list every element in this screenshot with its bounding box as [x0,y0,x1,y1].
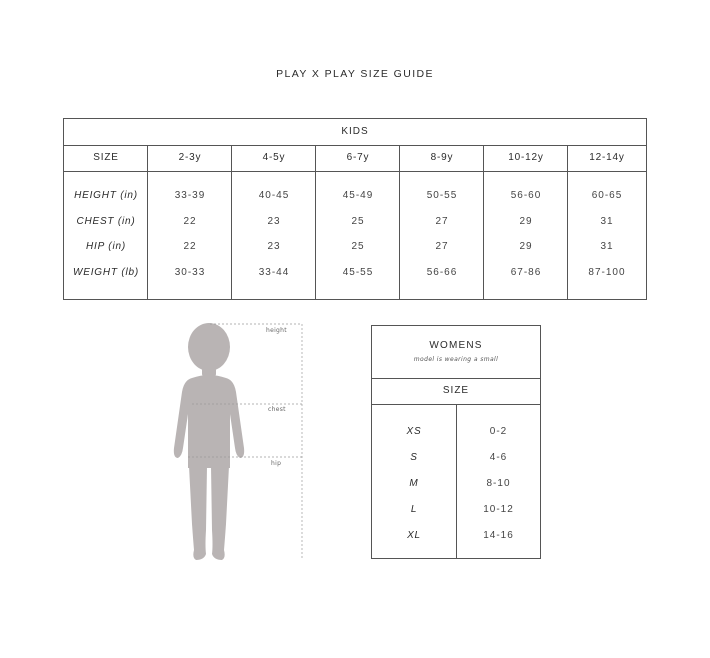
table-cell: 87-100 [588,267,626,278]
kids-size-table [63,118,647,300]
table-cell: 67-86 [510,267,542,278]
kids-column-header: 10-12y [508,152,544,163]
table-cell: 33-39 [174,190,206,201]
kids-size-label: SIZE [93,152,119,163]
table-cell: 50-55 [426,190,458,201]
child-measurement-figure [172,320,312,565]
kids-column-header: 4-5y [262,152,286,163]
table-cell: 31 [600,216,614,227]
page-title: PLAY X PLAY SIZE GUIDE [276,68,434,80]
row-label-height: HEIGHT (in) [74,190,138,201]
table-cell: 22 [183,241,197,252]
hip-measure-label: hip [271,460,282,467]
size-value: 10-12 [483,504,514,515]
table-cell: 23 [267,241,281,252]
kids-column-header: 8-9y [430,152,454,163]
table-cell: 30-33 [174,267,206,278]
size-value: 4-6 [489,452,508,463]
table-cell: 40-45 [258,190,290,201]
row-label-chest: CHEST (in) [76,216,136,227]
size-label-xs: XS [406,426,422,437]
child-body [174,323,244,560]
table-cell: 29 [519,216,533,227]
kids-size-header-row [64,145,646,172]
height-measure-label: height [266,327,287,334]
size-value: 8-10 [486,478,511,489]
row-label-hip: HIP (in) [86,241,126,252]
table-cell: 33-44 [258,267,290,278]
kids-table-heading: KIDS [64,119,646,146]
table-cell: 25 [351,241,365,252]
table-cell: 60-65 [591,190,623,201]
row-label-weight: WEIGHT (lb) [72,267,140,278]
table-cell: 29 [519,241,533,252]
kids-column-header: 6-7y [346,152,370,163]
table-cell: 45-49 [342,190,374,201]
kids-column-header: 2-3y [178,152,202,163]
table-cell: 56-60 [510,190,542,201]
womens-table-heading [372,326,540,379]
table-cell: 25 [351,216,365,227]
size-label-m: M [409,478,419,489]
table-cell: 22 [183,216,197,227]
size-value: 0-2 [489,426,508,437]
child-silhouette-icon [172,320,312,565]
table-cell: 27 [435,216,449,227]
table-cell: 56-66 [426,267,458,278]
chest-measure-label: chest [268,406,286,413]
womens-subtitle: model is wearing a small [413,356,499,363]
table-cell: 45-55 [342,267,374,278]
size-label-xl: XL [407,530,421,541]
womens-size-table [371,325,541,559]
table-cell: 31 [600,241,614,252]
size-label-s: S [410,452,418,463]
womens-size-label: SIZE [372,378,540,405]
table-cell: 27 [435,241,449,252]
kids-column-header: 12-14y [589,152,625,163]
womens-title: WOMENS [429,340,483,351]
size-label-l: L [410,504,418,515]
table-cell: 23 [267,216,281,227]
size-value: 14-16 [483,530,514,541]
